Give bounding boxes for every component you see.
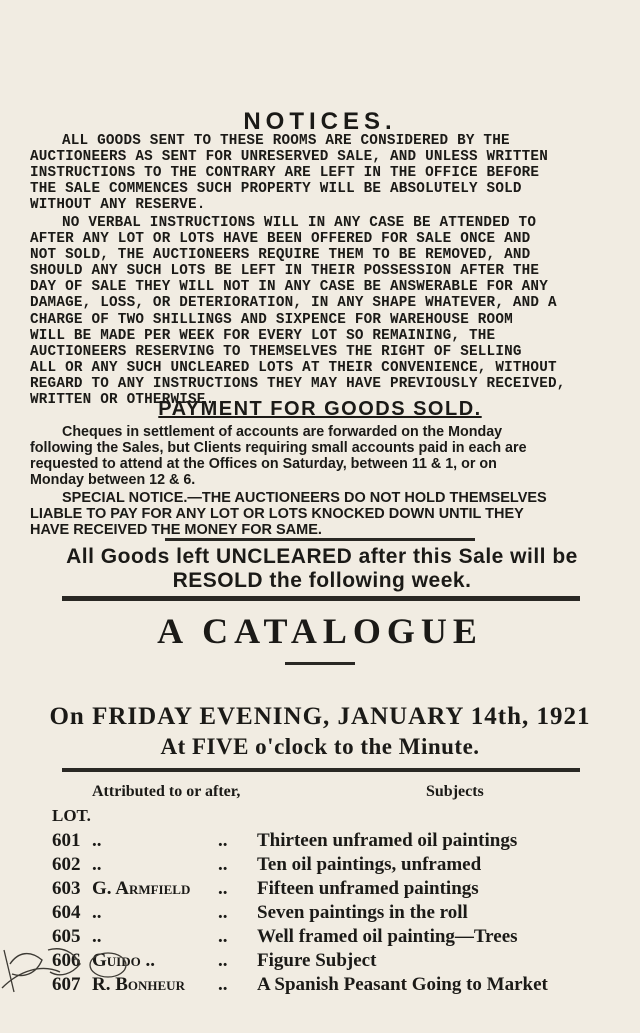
lot-separator: .. [218, 926, 228, 947]
lot-number: 604 [52, 902, 81, 923]
cheques-line: following the Sales, but Clients requiring small accounts paid in each are [30, 440, 527, 456]
notice-line: DAY OF SALE THEY WILL NOT IN ANY CASE BE ANSWERABLE FOR ANY [30, 279, 548, 296]
lot-row [52, 854, 632, 880]
lot-separator: .. [218, 974, 228, 995]
lot-subject: Thirteen unframed oil paintings [257, 830, 518, 851]
cheques-line: Cheques in settlement of accounts are forwarded on the Monday [62, 424, 503, 440]
lot-artist: G. Armfield [92, 878, 191, 899]
cheques-line: requested to attend at the Offices on Saturday, between 11 & 1, or on [30, 456, 497, 472]
notices-title: NOTICES. [243, 108, 397, 135]
lot-subject: Figure Subject [257, 950, 377, 971]
lot-artist: R. Bonheur [92, 974, 185, 995]
notice-line: WITHOUT ANY RESERVE. [30, 197, 206, 214]
lot-row [52, 926, 632, 952]
lot-separator: .. [218, 854, 228, 875]
notice-line: DAMAGE, LOSS, OR DETERIORATION, IN ANY SHAPE WHATEVER, AND A [30, 295, 557, 312]
lot-header: LOT. [52, 806, 91, 825]
divider-rule [62, 768, 580, 772]
lot-subject: Well framed oil painting—Trees [257, 926, 518, 947]
cheques-paragraph [30, 424, 614, 488]
lot-separator: .. [218, 902, 228, 923]
notice-line: NO VERBAL INSTRUCTIONS WILL IN ANY CASE BE ATTENDED TO [62, 215, 537, 231]
notice-unreserved-sale [30, 133, 614, 213]
special-notice-line: LIABLE TO PAY FOR ANY LOT OR LOTS KNOCKED DOWN UNTIL THEY [30, 506, 524, 522]
subjects-header: Subjects [426, 783, 484, 800]
lot-number: 607 [52, 974, 81, 995]
special-notice-line: SPECIAL NOTICE.—THE AUCTIONEERS DO NOT HOLD THEMSELVES [62, 490, 547, 506]
sale-time: At FIVE o'clock to the Minute. [160, 734, 480, 759]
divider-rule [165, 538, 475, 541]
notice-line: AUCTIONEERS AS SENT FOR UNRESERVED SALE, AND UNLESS WRITTEN [30, 149, 548, 166]
notice-line: SHOULD ANY SUCH LOTS BE LEFT IN THEIR POSSESSION AFTER THE [30, 263, 540, 280]
lot-artist: .. [92, 926, 102, 947]
notice-line: NOT SOLD, THE AUCTIONEERS REQUIRE THEM TO BE REMOVED, AND [30, 247, 531, 264]
lot-subject: Seven paintings in the roll [257, 902, 468, 923]
notice-line: INSTRUCTIONS TO THE CONTRARY ARE LEFT IN THE OFFICE BEFORE [30, 165, 540, 182]
lot-row [52, 950, 632, 976]
handwritten-annotation-icon [0, 930, 90, 1000]
lot-subject: Fifteen unframed paintings [257, 878, 479, 899]
lot-row [52, 830, 632, 856]
payment-heading: PAYMENT FOR GOODS SOLD. [158, 398, 482, 420]
uncleared-goods-line: All Goods left UNCLEARED after this Sale will be [66, 545, 578, 568]
lot-separator: .. [218, 878, 228, 899]
lot-row [52, 974, 632, 1000]
catalogue-title: A CATALOGUE [157, 611, 483, 651]
notice-line: CHARGE OF TWO SHILLINGS AND SIXPENCE FOR WAREHOUSE ROOM [30, 311, 513, 328]
lot-number: 606 [52, 950, 81, 971]
lot-row [52, 878, 632, 904]
cheques-line: Monday between 12 & 6. [30, 472, 196, 488]
lot-number: 602 [52, 854, 81, 875]
notice-line: ALL GOODS SENT TO THESE ROOMS ARE CONSIDERED BY THE [62, 133, 510, 149]
notice-line: AFTER ANY LOT OR LOTS HAVE BEEN OFFERED FOR SALE ONCE AND [30, 231, 531, 248]
divider-rule [62, 596, 580, 601]
divider-rule [285, 662, 355, 665]
notice-line: REGARD TO ANY INSTRUCTIONS THEY MAY HAVE PREVIOUSLY RECEIVED, [30, 375, 566, 392]
lot-artist: .. [92, 854, 102, 875]
lot-artist: Guido .. [92, 950, 155, 971]
lot-number: 605 [52, 926, 81, 947]
notice-line: ALL OR ANY SUCH UNCLEARED LOTS AT THEIR CONVENIENCE, WITHOUT [30, 359, 557, 376]
lot-circle-mark-icon [88, 950, 128, 980]
lot-artist: .. [92, 902, 102, 923]
notice-verbal-instructions [30, 215, 614, 408]
notice-line: WILL BE MADE PER WEEK FOR EVERY LOT SO REMAINING, THE [30, 327, 496, 344]
notice-line: AUCTIONEERS RESERVING TO THEMSELVES THE RIGHT OF SELLING [30, 343, 522, 360]
attributed-header: Attributed to or after, [92, 783, 241, 800]
uncleared-goods-notice [30, 545, 614, 593]
lot-artist: .. [92, 830, 102, 851]
lot-separator: .. [218, 830, 228, 851]
uncleared-goods-line: RESOLD the following week. [172, 569, 472, 592]
lot-subject: Ten oil paintings, unframed [257, 854, 482, 875]
special-notice [30, 490, 614, 538]
lot-separator: .. [218, 950, 228, 971]
lot-number: 601 [52, 830, 81, 851]
lot-subject: A Spanish Peasant Going to Market [257, 974, 548, 995]
special-notice-line: HAVE RECEIVED THE MONEY FOR SAME. [30, 522, 322, 538]
notice-line: THE SALE COMMENCES SUCH PROPERTY WILL BE ABSOLUTELY SOLD [30, 181, 522, 198]
lot-row [52, 902, 632, 928]
notice-line: WRITTEN OR OTHERWISE. [30, 392, 215, 409]
sale-date: On FRIDAY EVENING, JANUARY 14th, 1921 [49, 703, 591, 730]
lot-number: 603 [52, 878, 81, 899]
